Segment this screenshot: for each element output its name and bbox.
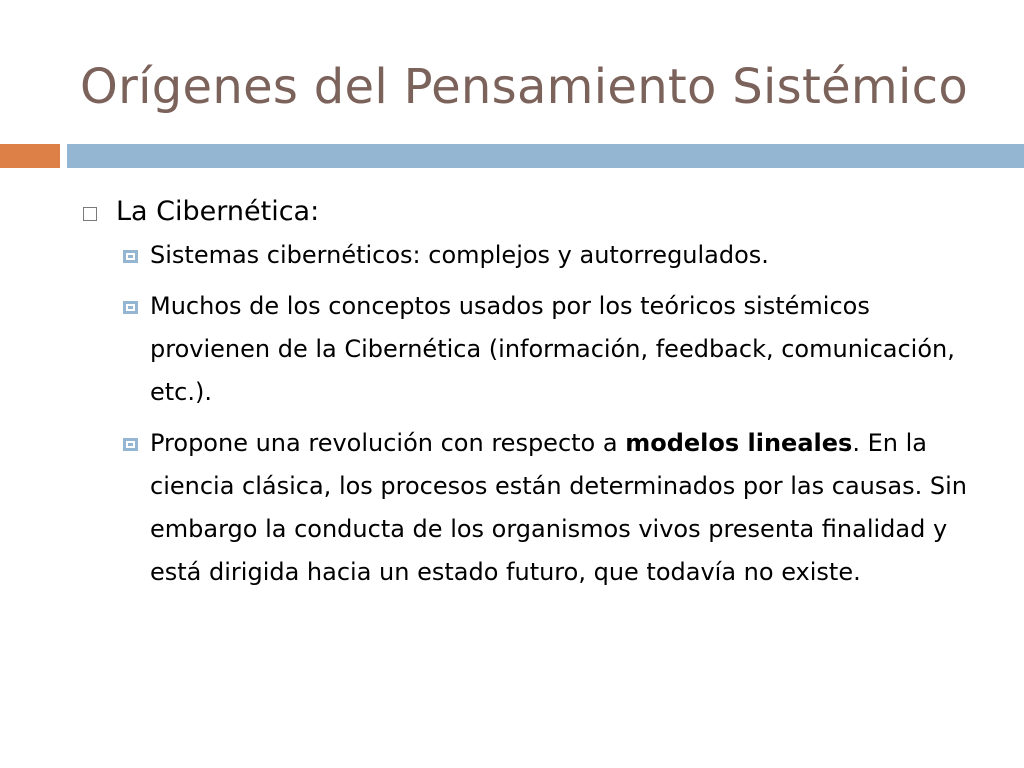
sub-bullet-text-before: Propone una revolución con respecto a: [150, 429, 626, 457]
sub-bullet-text: Sistemas cibernéticos: complejos y autorregulados.: [150, 241, 769, 269]
accent-bar-orange: [0, 144, 60, 168]
slide-title: Orígenes del Pensamiento Sistémico: [80, 59, 968, 115]
sub-bullet-item: [80, 234, 980, 277]
hollow-square-bullet-icon: [83, 207, 97, 221]
sub-bullet-list: [80, 234, 980, 594]
bold-term: modelos lineales: [625, 429, 853, 457]
accent-bar-blue: [67, 144, 1024, 168]
square-bullet-icon: [123, 301, 138, 314]
sub-bullet-text: Muchos de los conceptos usados por los teóricos sistémicos provienen de la Cibernética (información, feedback, comunicación, etc.).: [150, 292, 955, 406]
sub-bullet-item: [80, 422, 980, 594]
bullet-heading: La Cibernética:: [116, 196, 320, 227]
sub-bullet-text-after: . En la ciencia clásica, los procesos están determinados por las causas. Sin embargo la conducta de los organismos vivos presenta finalidad y está dirigida hacia un estado futuro, que todavía no existe.: [150, 429, 967, 586]
bullet-level1: [80, 190, 980, 234]
slide-content: [80, 190, 980, 602]
square-bullet-icon: [123, 250, 138, 263]
square-bullet-icon: [123, 438, 138, 451]
sub-bullet-item: [80, 285, 980, 414]
